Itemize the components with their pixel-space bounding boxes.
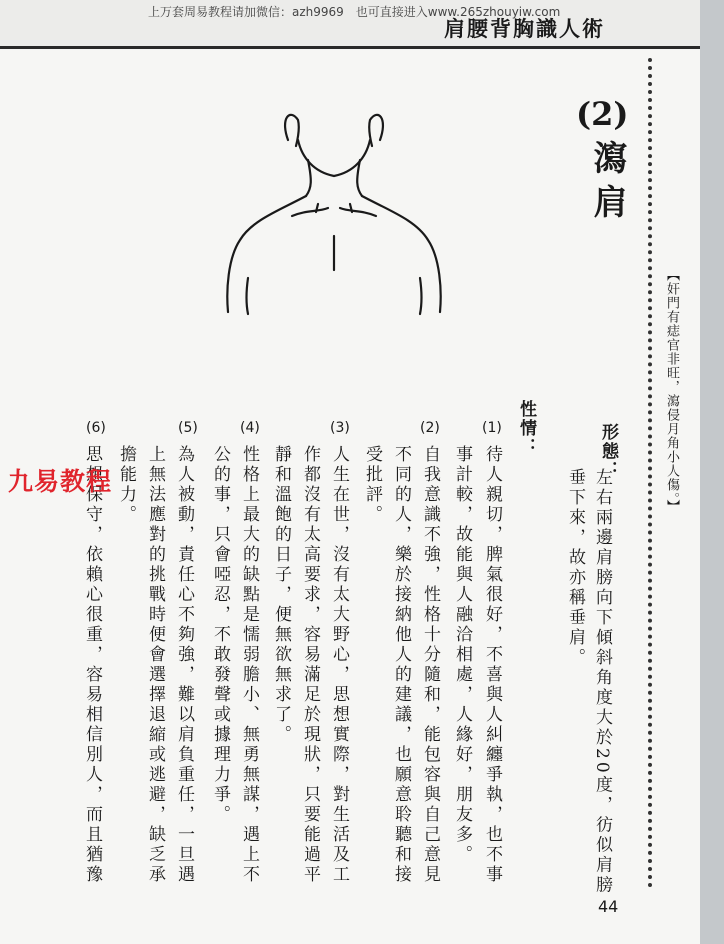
item-5-line-2: 上無法應對的挑戰時便會選擇退縮或逃避，缺乏承 (145, 445, 165, 885)
section-number: (2) (576, 95, 629, 133)
item-2-line-1: 自我意識不強，性格十分隨和，能包容與自己意見 (420, 445, 440, 885)
top-watermark: 上万套周易教程请加微信：azh9969 也可直接进入www.265zhouyiw.com (148, 5, 561, 19)
header-bar (0, 0, 700, 49)
item-1-line-2: 事計較，故能與人融洽相處，人緣好，朋友多。 (452, 445, 472, 865)
shape-label: 形態： (598, 423, 618, 480)
item-3-line-2: 作都沒有太高要求，容易滿足於現狀，只要能過平 (300, 445, 320, 885)
item-5-line-3: 擔能力。 (116, 445, 136, 525)
shape-text-line-1: 左右兩邊肩膀向下傾斜角度大於20度，彷似肩膀 (592, 468, 612, 896)
page-number: 44 (598, 897, 619, 916)
item-number: (2) (420, 420, 440, 436)
item-number: (4) (240, 420, 260, 436)
item-4-line-2: 公的事，只會啞忍，不敢發聲或據理力爭。 (210, 445, 230, 825)
item-2-line-3: 受批評。 (362, 445, 382, 525)
sloping-shoulders-illustration (218, 100, 444, 322)
item-number: (6) (86, 420, 106, 436)
item-6-line-1: 思想保守，依賴心很重，容易相信別人，而且猶豫 (82, 445, 102, 885)
section-title: 瀉肩 (587, 140, 627, 228)
personality-label: 性情： (516, 400, 536, 457)
item-number: (1) (482, 420, 502, 436)
item-number: (5) (178, 420, 198, 436)
running-title: 肩腰背胸識人術 (444, 16, 605, 41)
item-3-line-1: 人生在世，沒有太大野心，思想實際，對生活及工 (329, 445, 349, 885)
red-watermark: 九易教程 (8, 467, 113, 496)
item-1-line-1: 待人親切，脾氣很好，不喜與人糾纏爭執，也不事 (482, 445, 502, 885)
dotted-divider (648, 58, 652, 888)
item-5-line-1: 為人被動，責任心不夠強，難以肩負重任，一旦遇 (174, 445, 194, 885)
item-number: (3) (330, 420, 350, 436)
shape-text-line-2: 垂下來，故亦稱垂肩。 (565, 468, 585, 668)
item-2-line-2: 不同的人，樂於接納他人的建議，也願意聆聽和接 (391, 445, 411, 885)
page-edge (700, 0, 724, 944)
item-4-line-1: 性格上最大的缺點是懦弱膽小、無勇無謀，遇上不 (239, 445, 259, 885)
item-3-line-3: 靜和溫飽的日子，便無欲無求了。 (271, 445, 291, 745)
sidebar-quote: 【奸門有痣官非旺，瀉侵月角小人傷。】 (664, 268, 679, 514)
